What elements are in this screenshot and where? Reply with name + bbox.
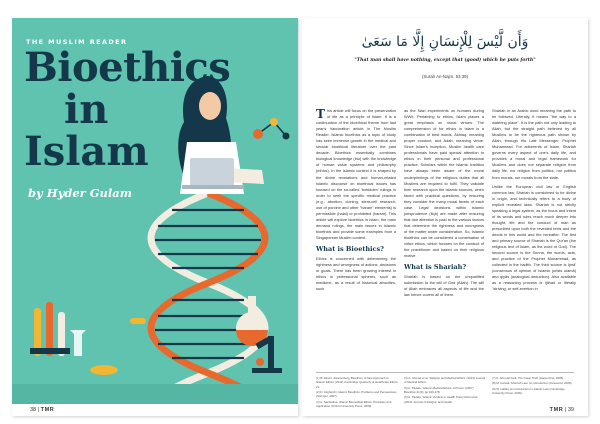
- quran-verse-arabic: وَأَن لَّيْسَ لِلْإِنسَانِ إِلَّا مَا سَعَىٰ: [361, 34, 529, 50]
- molecule-icon: [253, 118, 290, 140]
- footnotes-column-3: [492, 376, 574, 396]
- section-heading-shariah: What is Shariah?: [404, 263, 467, 272]
- footnote: (5) A. Padela, 'Islamic Medical Ethics: A Primer' (2007) Bioethics 21(3), pp 169-178.: [404, 385, 474, 395]
- title-line-3: Islam: [24, 128, 149, 175]
- round-flask-icon: [236, 296, 268, 346]
- dna-helix-icon: [151, 193, 265, 404]
- right-page: [302, 18, 588, 416]
- test-tubes-icon: [30, 302, 70, 356]
- footnote: (6) A. Padela, 'Islamic Verdicts in Health Policy Discourse' (2013) Journal of Religion and Health.: [404, 395, 478, 404]
- article-title: [24, 44, 231, 175]
- cover-panel: [12, 18, 298, 404]
- footnote: (4) G. Ahmad et al, 'Religion and Medical Ethics' (2013) Journal of Medical Ethics.: [404, 376, 486, 385]
- right-page-number: 39: [567, 407, 574, 413]
- verse-reference: (Surah An-Najm, 53:39): [421, 74, 469, 79]
- footnote: (7) K. Abou El Fadl, The Great Theft (HarperOne, 2005).: [492, 376, 565, 380]
- left-page: [12, 18, 298, 416]
- section-kicker: THE MUSLIM READER: [26, 38, 128, 46]
- title-line-1: Bioethics: [24, 44, 231, 91]
- body-paragraph: Unlike the European civil law or English common law, Shariah is considered to be divine in origin, and technically refers to a body of explicit revealed laws. Shariah is not strictly speaking a legal system, as the focus and intent of its words and rules reach much deeper into thought, life and the conduct of man as prescribed upon both the revealed texts and the deeds in this world and the hereafter. The first and primary source of Shariah is the Qur'an (the religious text of Islam, as the word of God). The second source is the Sunna, the words, acts, and practice of the Prophet Muhammad, as collected in the hadith. The third source is Ijmā' (consensus of opinion of Islamic jurists ulamā) and qiyās (analogical deduction). Also available as a reasoning process is ijtihad or literally "striving, or self-exertion in: [492, 183, 576, 292]
- body-paragraph: This article will focus on the preservation of life as a principle of Islam. It is a continuation of the bioethical theme from last year's Vaccination article in The Muslim Reader. Islamic bioethics as a topic of study has seen immense growth in the medical and secular bioethical literature over the past decade. Bioethics essentially combines biological knowledge (bio) with the knowledge of human value systems and philosophy (ethics). In the Islamic context it is shaped by the divine revelations and human-related Islamic discourse on bioethical issues has focused on the so-called 'forbidden' rulings in order to seek the specific medical practice (e.g., abortion, cloning, stem-cell research, use of porcine and other "haram" elements) is permissible (halal) or prohibited (haram). This article will explore bioethics in Islam, the main demand rulings, the main issues in Islamic bioethics and provide some examples from a Singaporean Muslim context.: [316, 107, 396, 240]
- left-magazine-name: TMR: [40, 407, 55, 413]
- left-folio: 38 | TMR: [30, 407, 55, 413]
- body-paragraph: Ethics is concerned with determining the rightness and wrongness of actions, decisions or goals. There has been growing interest in ethics in professional spheres, such as medicine, as a result of historical atrocities, such: [316, 256, 396, 292]
- body-paragraph: Shariah in an Arabic word meaning the path to be followed. Literally, it means "the way to a watering place". It is the path not only leading to Allah, but the straight path believed by all Muslims to be the righteous path shown by Allah, through His Last Messenger, Prophet Muhammad. For adherents of Islam, Shariah governs every aspect of one's daily life, and provides a moral and legal framework for Muslims and does not separate religion from daily life, nor religion from politics, nor politics from morals, nor morals from the state.: [492, 108, 576, 180]
- title-line-2: in: [64, 86, 109, 133]
- text-column-2: [404, 108, 484, 302]
- footnote: (9) W. Hallaq, An Introduction to Islamic Law (Cambridge University Press, 2009).: [492, 386, 565, 396]
- verse-translation: "That man shall have nothing, except that (good) which he puts forth": [354, 58, 536, 63]
- footnote: (2) D. Atighetchi, Islamic Bioethics: Problems and Perspectives (Springer, 2007).: [316, 390, 397, 399]
- section-heading-bioethics: What is Bioethics?: [316, 245, 384, 254]
- footnotes-column-2: [404, 376, 486, 405]
- footnote: (3) A. Sachedina, Islamic Biomedical Ethics: Principles and Application (Oxford University Press, 2009).: [316, 399, 392, 409]
- footnote: (8) M. Kamali, Shari'ah Law: An Introduction (Oneworld, 2008).: [492, 381, 573, 386]
- left-page-number: 38: [30, 407, 37, 413]
- drop-cap: T: [316, 107, 325, 121]
- right-folio: TMR | 39: [549, 407, 574, 413]
- footnote: (1) B. Alkuru, Zwanenberg 'Bioethics: A New Approach to Islamic Ethics' (2012) Cambridge Quarterly of Healthcare Ethics 21.: [316, 376, 398, 389]
- body-paragraph: as the Nazi experiments on humans during WWII. Pertaining to ethics, Islam places a great emphasis on moral virtues. The comprehension of for ethics in Islam is a combination of best words, Akhlaq, meaning proper conduct, and Adab, meaning virtue. Since Islam's inception, Muslim health care professionals have paid special attention to ethics in their personal and professional practice. Scholars within the Islamic tradition have always been aware of the moral underpinnings of the religious duties that all Muslims are required to fulfil. They validate their research upon the Islamic sources, when faced with practical questions, by ensuring they consider the many moral facets of each case. Legal decisions within Islamic jurisprudence (fiqh) are made after ensuring that due attention is paid to the various factors that determine the rightness and wrongness of the matter under consideration. So, Islamic bioethics can be considered a combination of virtue ethics, which focuses on the conduct of the practitioner and based on their religious motive.: [404, 108, 484, 259]
- right-magazine-name: TMR: [549, 407, 564, 413]
- body-paragraph: Shariah is based on the unqualified submission to the will of God (Allah). The will of Allah embraces all aspects of life and the law hence covers all of them.: [404, 274, 484, 298]
- text-column-1: [316, 108, 396, 295]
- author-byline: by Hyder Gulam: [28, 186, 132, 200]
- footnote-divider: [316, 372, 574, 373]
- flask-icon: [70, 330, 118, 375]
- capsule-icon: [130, 318, 146, 324]
- text-column-3: [492, 108, 576, 295]
- footnotes-column-1: [316, 376, 398, 410]
